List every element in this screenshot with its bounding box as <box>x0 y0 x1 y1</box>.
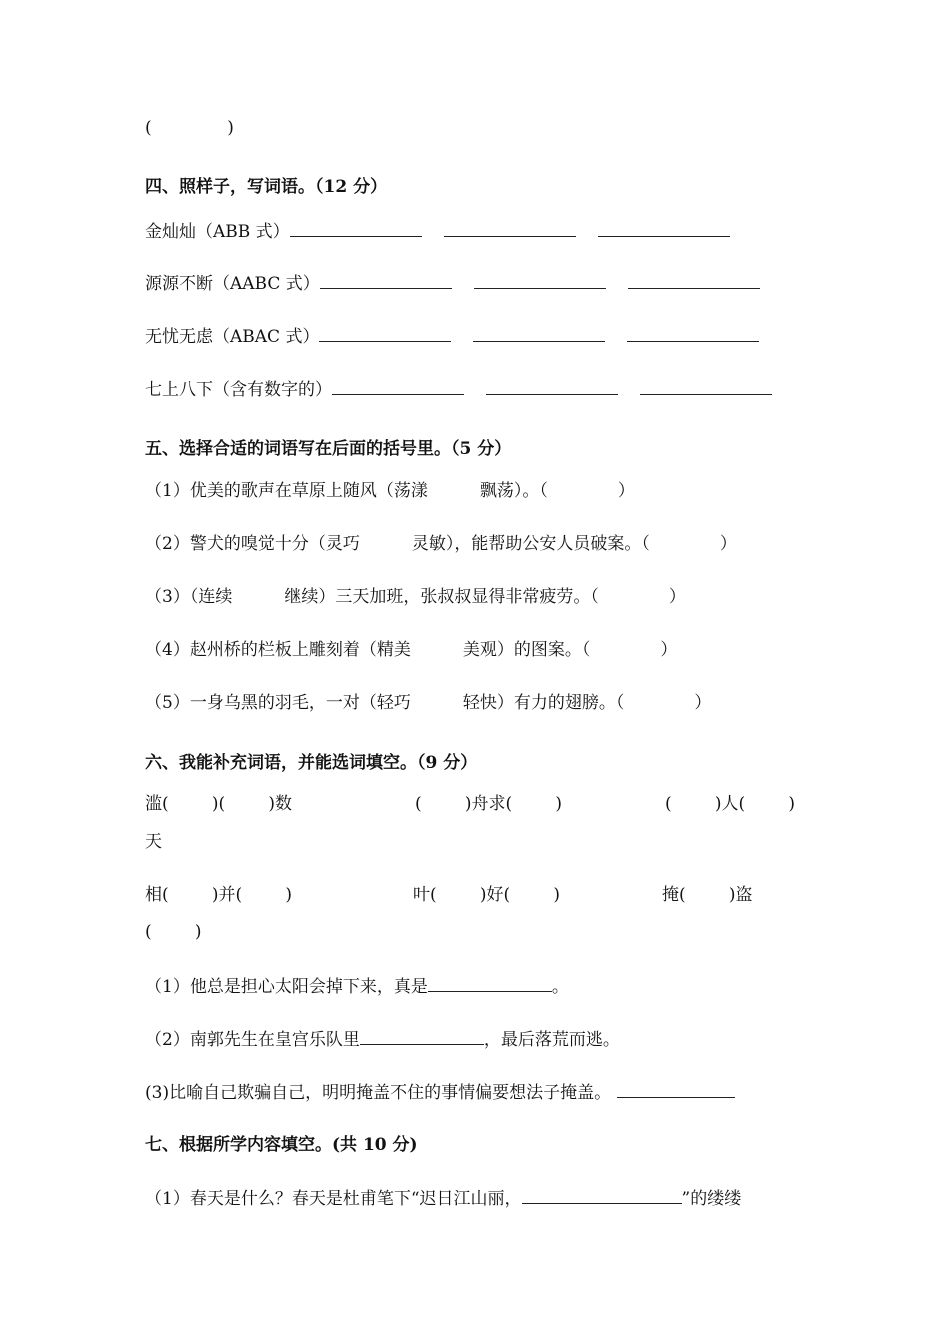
s6-word-5[interactable]: 叶( )好( ) <box>413 885 560 905</box>
item-text: 美观）的图案。（ <box>462 640 591 660</box>
answer-blank[interactable] <box>473 325 605 342</box>
answer-blank[interactable] <box>628 272 760 289</box>
item-text: 。 <box>551 977 569 997</box>
item-text: ） <box>694 693 712 713</box>
s6-word-1[interactable]: 滥( )( )数 <box>145 794 292 814</box>
answer-blank[interactable] <box>640 378 772 395</box>
s4-row-3 <box>145 325 759 348</box>
s6-question-1 <box>145 975 569 998</box>
s6-word-3[interactable]: ( )人( ) <box>665 794 795 814</box>
s5-item-2 <box>145 533 737 555</box>
answer-blank[interactable] <box>598 220 730 237</box>
s4-label: 无忧无虑（ABAC 式） <box>145 327 320 347</box>
item-text: 飘荡）。（ <box>479 481 548 501</box>
s6-word-3-wrap: 天 <box>145 832 162 852</box>
s4-row-1 <box>145 220 730 243</box>
item-text: (3)比喻自己欺骗自己，明明掩盖不住的事情偏要想法子掩盖。 <box>145 1083 612 1103</box>
answer-blank[interactable] <box>320 272 452 289</box>
s4-label: 七上八下（含有数字的） <box>145 380 332 400</box>
answer-blank[interactable] <box>290 220 422 237</box>
item-text: 继续）三天加班，张叔叔显得非常疲劳。（ <box>284 587 599 607</box>
answer-blank[interactable] <box>332 378 464 395</box>
item-text: ，最后落荒而逃。 <box>483 1030 620 1050</box>
item-text: （2）南郭先生在皇宫乐队里 <box>145 1030 360 1050</box>
item-text: ） <box>668 587 686 607</box>
answer-blank[interactable] <box>474 272 606 289</box>
section-5-title: 五、选择合适的词语写在后面的括号里。（5 分） <box>145 439 512 459</box>
s4-row-4 <box>145 378 772 401</box>
item-text: （1）春天是什么？春天是杜甫笔下“迟日江山丽， <box>145 1189 522 1209</box>
item-text: 灵敏），能帮助公安人员破案。（ <box>411 534 650 554</box>
section-7-title: 七、根据所学内容填空。(共 10 分) <box>145 1135 418 1155</box>
item-text: （1）他总是担心太阳会掉下来，真是 <box>145 977 428 997</box>
section-4-title: 四、照样子，写词语。（12 分） <box>145 177 388 197</box>
s6-word-2[interactable]: ( )舟求( ) <box>415 794 562 814</box>
answer-blank[interactable] <box>360 1028 484 1045</box>
s4-label: 源源不断（AABC 式） <box>145 274 320 294</box>
answer-blank[interactable] <box>444 220 576 237</box>
item-text: 轻快）有力的翅膀。（ <box>462 693 625 713</box>
item-text: ”的缕缕 <box>681 1189 742 1209</box>
item-text: ） <box>719 534 737 554</box>
s6-question-2 <box>145 1028 620 1051</box>
s5-item-5 <box>145 692 711 714</box>
item-text: （4）赵州桥的栏板上雕刻着（精美 <box>145 640 411 660</box>
item-text: （2）警犬的嗅觉十分（灵巧 <box>145 534 360 554</box>
s7-question-1 <box>145 1187 741 1210</box>
answer-blank[interactable] <box>522 1187 682 1204</box>
s4-row-2 <box>145 272 760 295</box>
s6-word-6-wrap[interactable]: ( ) <box>145 922 202 942</box>
s6-word-4[interactable]: 相( )并( ) <box>145 885 292 905</box>
s5-item-3 <box>145 586 686 608</box>
s4-label: 金灿灿（ABB 式） <box>145 222 290 242</box>
item-text: ） <box>617 481 635 501</box>
answer-blank[interactable] <box>428 975 552 992</box>
s5-item-1 <box>145 480 635 502</box>
s6-word-6[interactable]: 掩( )盗 <box>662 885 753 905</box>
item-text: （1）优美的歌声在草原上随风（荡漾 <box>145 481 428 501</box>
section-6-title: 六、我能补充词语，并能选词填空。（9 分） <box>145 753 478 773</box>
answer-blank[interactable] <box>627 325 759 342</box>
item-text: ） <box>660 640 678 660</box>
item-text: （3）（连续 <box>145 587 233 607</box>
s6-question-3 <box>145 1081 735 1104</box>
answer-blank[interactable] <box>319 325 451 342</box>
s5-item-4 <box>145 639 677 661</box>
answer-paren: ( ) <box>145 118 234 138</box>
answer-blank[interactable] <box>486 378 618 395</box>
answer-blank[interactable] <box>617 1081 735 1098</box>
item-text: （5）一身乌黑的羽毛，一对（轻巧 <box>145 693 411 713</box>
